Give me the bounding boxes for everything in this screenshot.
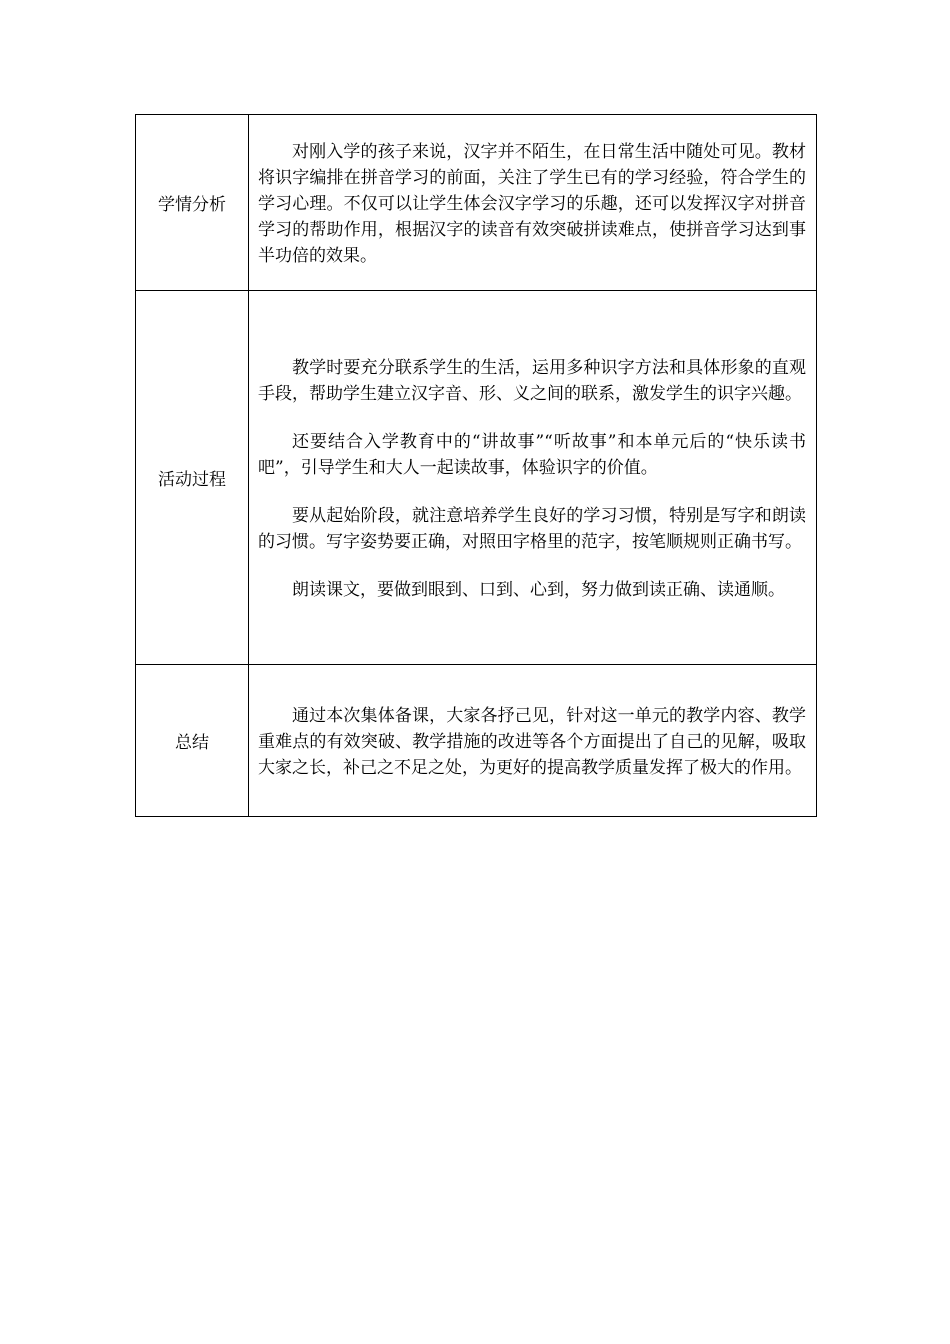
paragraph: 还要结合入学教育中的“讲故事”“听故事”和本单元后的“快乐读书吧”，引导学生和大人一起读故事，体验识字的价值。: [258, 431, 806, 478]
row-content-summary: [249, 665, 817, 817]
table-row-activity-process: [136, 291, 817, 665]
row-label-student-analysis: 学情分析: [136, 115, 249, 291]
row-content-student-analysis: [249, 115, 817, 291]
lesson-plan-table: [135, 114, 817, 817]
row-content-activity-process: [249, 291, 817, 665]
row-label-summary: 总结: [136, 665, 249, 817]
table-row-summary: [136, 665, 817, 817]
table-row-student-analysis: [136, 115, 817, 291]
paragraph: 对刚入学的孩子来说，汉字并不陌生，在日常生活中随处可见。教材将识字编排在拼音学习的前面，关注了学生已有的学习经验，符合学生的学习心理。不仅可以让学生体会汉字学习的乐趣，还可以发挥汉字对拼音学习的帮助作用，根据汉字的读音有效突破拼读难点，使拼音学习达到事半功倍的效果。: [258, 141, 806, 266]
paragraph: 教学时要充分联系学生的生活，运用多种识字方法和具体形象的直观手段，帮助学生建立汉字音、形、义之间的联系，激发学生的识字兴趣。: [258, 357, 806, 404]
row-label-activity-process: 活动过程: [136, 291, 249, 665]
paragraph: 要从起始阶段，就注意培养学生良好的学习习惯，特别是写字和朗读的习惯。写字姿势要正确，对照田字格里的范字，按笔顺规则正确书写。: [258, 505, 806, 552]
paragraph: 朗读课文，要做到眼到、口到、心到，努力做到读正确、读通顺。: [292, 579, 785, 600]
paragraph: 通过本次集体备课，大家各抒己见，针对这一单元的教学内容、教学重难点的有效突破、教学措施的改进等各个方面提出了自己的见解，吸取大家之长，补己之不足之处，为更好的提高教学质量发挥了极大的作用。: [258, 705, 806, 778]
